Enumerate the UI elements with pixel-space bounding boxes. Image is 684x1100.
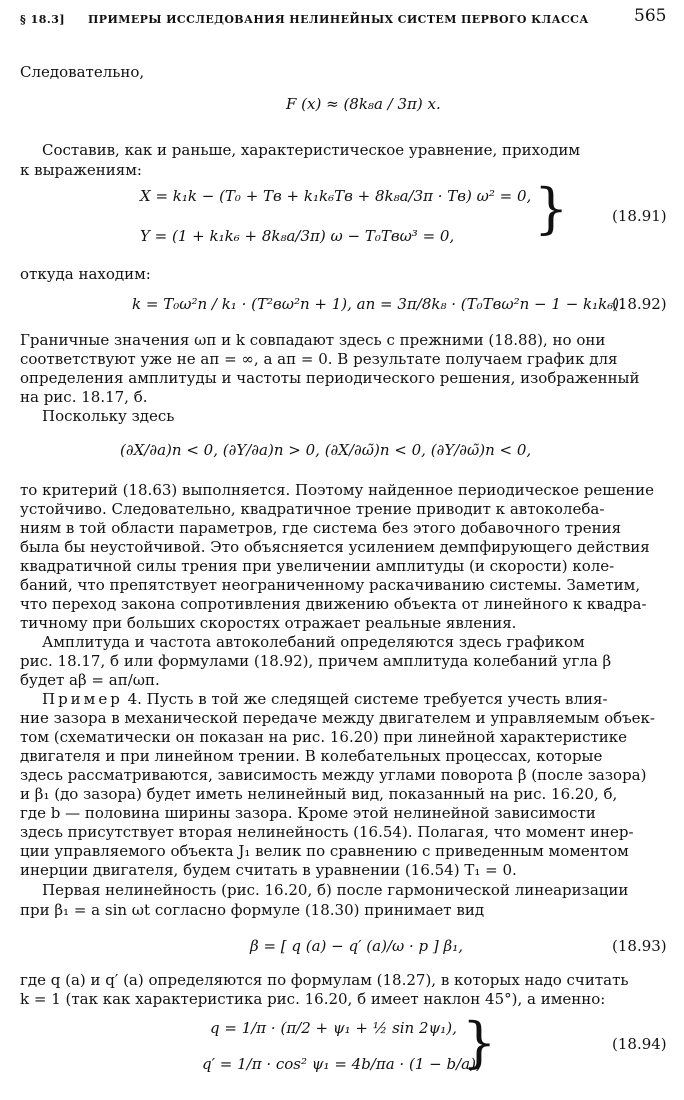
text-line: Составив, как и раньше, характеристическое уравнение, приходим (42, 141, 580, 159)
text-line: Амплитуда и частота автоколебаний определяются здесь графиком (42, 633, 585, 651)
right-brace-icon: } (534, 177, 569, 240)
equation-partials: (∂X/∂a)п < 0, (∂Y/∂a)п > 0, (∂X/∂ω̃)п < 0, (∂Y/∂ω̃)п < 0, (120, 441, 532, 459)
text-line: соответствуют уже не aп = ∞, а aп = 0. В результате получаем график для (20, 350, 618, 368)
text-line: ции управляемого объекта J₁ велик по сравнению с приведенным моментом (20, 842, 629, 860)
text-line: Граничные значения ωп и k совпадают здесь с прежними (18.88), но они (20, 331, 606, 349)
text-fragment: 4. Пусть в той же следящей системе требуется учесть влия- (122, 690, 608, 708)
text-line: тичному при больших скоростях отражает реальные явления. (20, 614, 517, 632)
text-line (42, 689, 608, 709)
running-title: ПРИМЕРЫ ИССЛЕДОВАНИЯ НЕЛИНЕЙНЫХ СИСТЕМ ПЕРВОГО КЛАССА (88, 13, 589, 26)
text-line: и β₁ (до зазора) будет иметь нелинейный вид, показанный на рис. 16.20, б, (20, 785, 618, 803)
text-line: рис. 18.17, б или формулами (18.92), причем амплитуда колебаний угла β (20, 652, 612, 670)
text-line: баний, что препятствует неограниченному раскачиванию системы. Заметим, (20, 576, 641, 594)
section-number: § 18.3] (20, 13, 66, 26)
text-line: здесь рассматриваются, зависимость между углами поворота β (после зазора) (20, 766, 647, 784)
text-line: Поскольку здесь (42, 407, 175, 425)
equation-number: (18.93) (612, 937, 667, 955)
example-label: Пример (42, 690, 123, 708)
text-line: откуда находим: (20, 265, 151, 283)
text-line: при β₁ = a sin ωt согласно формуле (18.30) принимает вид (20, 901, 485, 919)
text-line: инерции двигателя, будем считать в уравнении (16.54) T₁ = 0. (20, 861, 517, 879)
text-line: двигателя и при линейном трении. В колебательных процессах, которые (20, 747, 603, 765)
text-line: определения амплитуды и частоты периодического решения, изображенный (20, 369, 640, 387)
equation-number: (18.92) (612, 295, 667, 313)
equation-beta: β = [ q (a) − q′ (a)/ω · p ] β₁, (250, 937, 463, 955)
text-line: то критерий (18.63) выполняется. Поэтому найденное периодическое решение (20, 481, 654, 499)
text-line: здесь присутствует вторая нелинейность (16.54). Полагая, что момент инер- (20, 823, 634, 841)
text-line: к выражениям: (20, 161, 142, 179)
text-line: Первая нелинейность (рис. 16.20, б) после гармонической линеаризации (42, 881, 629, 899)
equation-x: X = k₁k − (T₀ + Tв + k₁k₆Tв + 8k₈a/3π · Tв) ω² = 0, (140, 187, 532, 205)
text-line: что переход закона сопротивления движению объекта от линейного к квадра- (20, 595, 647, 613)
text-line: Следовательно, (20, 63, 145, 81)
equation-k-ap: k = T₀ω²п / k₁ · (T²вω²п + 1), aп = 3π/8k₈ · (T₀Tвω²п − 1 − k₁k₆). (132, 295, 624, 313)
text-line: том (схематически он показан на рис. 16.20) при линейной характеристике (20, 728, 628, 746)
equation-q-prime: q′ = 1/π · cos² ψ₁ = 4b/πa · (1 − b/a), (202, 1055, 481, 1073)
text-line: где q (a) и q′ (a) определяются по формулам (18.27), в которых надо считать (20, 971, 629, 989)
text-line: устойчиво. Следовательно, квадратичное трение приводит к автоколеба- (20, 500, 605, 518)
equation-y: Y = (1 + k₁k₆ + 8k₈a/3π) ω − T₀Tвω³ = 0, (140, 227, 455, 245)
text-line: будет aβ = aп/ωп. (20, 671, 160, 689)
text-line: где b — половина ширины зазора. Кроме этой нелинейной зависимости (20, 804, 596, 822)
equation-number: (18.91) (612, 207, 667, 225)
text-line: ние зазора в механической передаче между двигателем и управляемым объек- (20, 709, 655, 727)
page-number: 565 (634, 6, 667, 26)
equation-q: q = 1/π · (π/2 + ψ₁ + ½ sin 2ψ₁), (210, 1019, 457, 1037)
text-line: квадратичной силы трения при увеличении амплитуды (и скорости) коле- (20, 557, 615, 575)
right-brace-icon: } (462, 1011, 497, 1074)
text-line: ниям в той области параметров, где система без этого добавочного трения (20, 519, 622, 537)
equation-fx: F (x) ≈ (8k₈a / 3π) x. (286, 95, 441, 113)
text-line: k = 1 (так как характеристика рис. 16.20, б имеет наклон 45°), а именно: (20, 990, 606, 1008)
equation-number: (18.94) (612, 1035, 667, 1053)
text-line: на рис. 18.17, б. (20, 388, 148, 406)
text-line: была бы неустойчивой. Это объясняется усилением демпфирующего действия (20, 538, 650, 556)
